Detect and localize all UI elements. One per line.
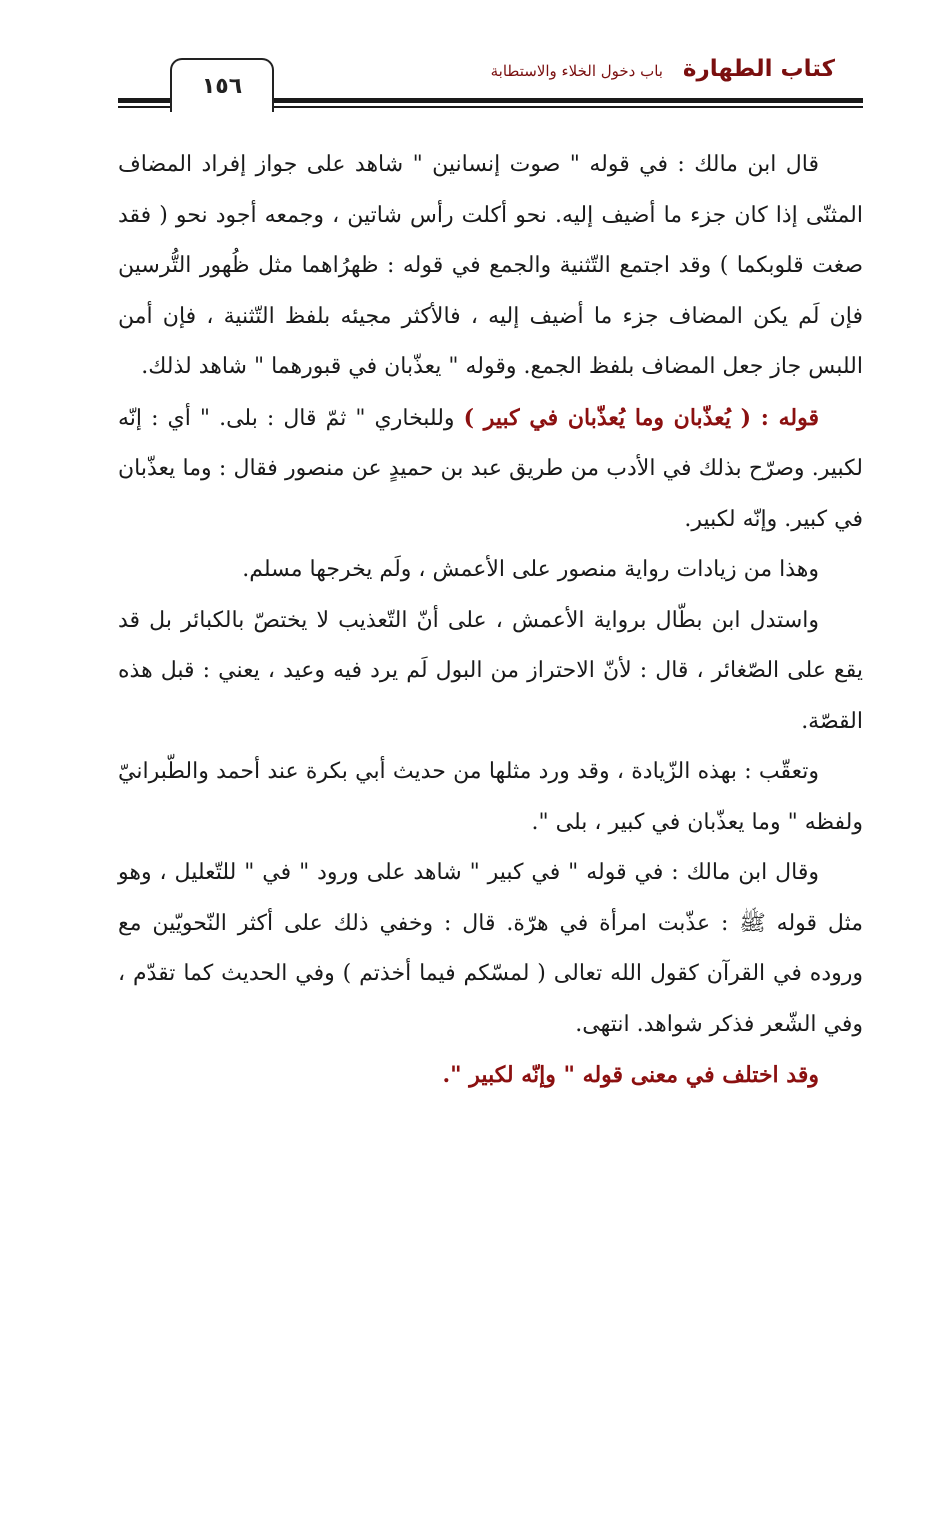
paragraph-4	[118, 596, 863, 748]
paragraph-2	[118, 393, 863, 546]
paragraph-6-text: وقال ابن مالك : في قوله " في كبير " شاهد على ورود " في " للتّعليل ، وهو مثل قوله ﷺ : عذّبت امرأة في هرّة. قال : وخفي ذلك على أكثر النّحويّين مع وروده في القرآن كقول الله تعالى ( لمسّكم فيما أخذتم ) وفي الحديث كما تقدّم ، وفي الشّعر فذكر شواهد. انتهى.	[118, 860, 863, 1037]
page-number: ١٥٦	[170, 58, 274, 112]
paragraph-1-text: قال ابن مالك : في قوله " صوت إنسانين " شاهد على جواز إفراد المضاف المثنّى إذا كان جزء ما أضيف إليه. نحو أكلت رأس شاتين ، وجمعه أجود نحو ( فقد صغت قلوبكما ) وقد اجتمع التّثنية والجمع في قوله : ظهرُاهما مثل ظُهور التُّرسين فإن لَم يكن المضاف جزء ما أضيف إليه ، فالأكثر مجيئه بلفظ التّثنية ، فإن أمن اللبس جاز جعل المضاف بلفظ الجمع. وقوله " يعذّبان في قبورهما " شاهد لذلك.	[118, 152, 863, 379]
paragraph-2-text: وللبخاري " ثمّ قال : بلى. " أي : إنّه لكبير. وصرّح بذلك في الأدب من طريق عبد بن حميدٍ عن منصور فقال : وما يعذّبان في كبير. وإنّه لكبير.	[118, 405, 863, 532]
paragraph-3	[118, 545, 863, 596]
paragraph-6	[118, 848, 863, 1050]
page-header	[118, 48, 863, 118]
closing-heading: وقد اختلف في معنى قوله " وإنّه لكبير ".	[442, 1062, 819, 1088]
chapter-title: باب دخول الخلاء والاستطابة	[490, 62, 663, 80]
paragraph-1	[118, 140, 863, 393]
paragraph-5-text: وتعقّب : بهذه الزّيادة ، وقد ورد مثلها من حديث أبي بكرة عند أحمد والطّبرانيّ ولفظه " وما يعذّبان في كبير ، بلى ".	[118, 759, 863, 835]
paragraph-3-text: وهذا من زيادات رواية منصور على الأعمش ، ولَم يخرجها مسلم.	[242, 557, 819, 582]
paragraph-4-text: واستدل ابن بطّال برواية الأعمش ، على أنّ التّعذيب لا يختصّ بالكبائر بل قد يقع على الصّغائر ، قال : لأنّ الاحتراز من البول لَم يرد فيه وعيد ، يعني : قبل هذه القصّة.	[118, 607, 863, 734]
paragraph-5	[118, 747, 863, 848]
book-title: كتاب الطهارة	[682, 56, 835, 82]
paragraph-2-lead: قوله : ( يُعذّبان وما يُعذّبان في كبير )	[463, 404, 819, 431]
page-body	[118, 140, 863, 1101]
